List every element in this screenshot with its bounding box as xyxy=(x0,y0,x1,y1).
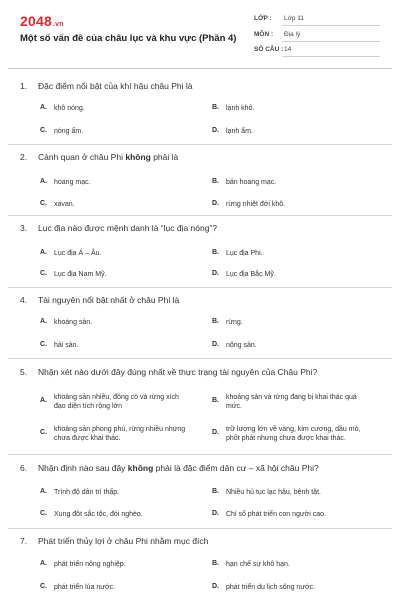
logo-suffix: .vn xyxy=(52,21,64,28)
option-letter: D. xyxy=(212,200,219,207)
option-letter: A. xyxy=(40,104,47,111)
option-text xyxy=(226,200,285,209)
option-text xyxy=(226,249,263,258)
meta-value: Địa lý xyxy=(284,31,301,38)
question-stem xyxy=(20,463,380,477)
question-divider xyxy=(8,454,392,455)
option-letter: B. xyxy=(212,178,219,185)
option-text-line: khoáng sản nhiều, đồng cỏ và rừng xích xyxy=(54,394,179,401)
option-text xyxy=(54,425,185,443)
question-stem xyxy=(20,367,380,381)
option-text-line: lạnh ẩm. xyxy=(226,128,253,135)
question-text xyxy=(38,536,208,546)
site-logo[interactable] xyxy=(20,13,64,29)
meta-underline xyxy=(282,25,380,26)
option-letter: B. xyxy=(212,560,219,567)
question-number: 6. xyxy=(20,463,28,473)
question-text-part: Cảnh quan ở châu Phi xyxy=(38,152,126,162)
question-divider xyxy=(8,215,392,216)
option-text-line: rừng. xyxy=(226,319,243,326)
option-text xyxy=(54,488,119,497)
question-divider xyxy=(8,144,392,145)
question-text-part: Lục địa nào được mệnh danh là “lục địa nóng”? xyxy=(38,223,218,233)
page-header xyxy=(0,0,400,68)
meta-value: 14 xyxy=(284,46,292,53)
option-text-line: hải sản. xyxy=(54,342,79,349)
option-letter: C. xyxy=(40,127,47,134)
document-title: Một số vấn đề của châu lục và khu vực (Phần 4) xyxy=(20,33,237,44)
option-text xyxy=(226,104,254,113)
option-letter: C. xyxy=(40,341,47,348)
option-letter: A. xyxy=(40,178,47,185)
question-number: 7. xyxy=(20,536,28,546)
option-letter: D. xyxy=(212,270,219,277)
option-text-line: trữ lượng lớn về vàng, kim cương, dầu mỏ, xyxy=(226,426,361,433)
question-text-part: phải là xyxy=(150,152,179,162)
option-text-line: bán hoang mạc. xyxy=(226,179,277,186)
question-number: 1. xyxy=(20,81,28,91)
question-text-emphasis: không xyxy=(127,463,154,473)
option-text-line: Chỉ số phát triển con người cao. xyxy=(226,511,326,518)
option-letter: C. xyxy=(40,583,47,590)
option-text-line: Trình độ dân trí thấp. xyxy=(54,489,120,496)
question-stem xyxy=(20,81,380,95)
option-text xyxy=(226,560,290,569)
question-text xyxy=(38,152,178,162)
question-text-part: Tài nguyên nổi bật nhất ở châu Phi là xyxy=(38,295,180,305)
meta-value: Lớp 11 xyxy=(284,15,305,22)
option-letter: A. xyxy=(40,318,47,325)
option-text xyxy=(226,510,326,519)
question-divider xyxy=(8,287,392,288)
question-stem xyxy=(20,536,380,550)
question-text xyxy=(38,295,179,305)
option-letter: B. xyxy=(212,397,219,404)
question-1 xyxy=(20,81,380,135)
option-letter: A. xyxy=(40,249,47,256)
option-text-line: phát triển nông nghiệp. xyxy=(54,561,126,568)
option-text-line: lạnh khô. xyxy=(226,105,255,112)
question-number: 3. xyxy=(20,223,28,233)
option-text-line: đạo diện tích rộng lớn xyxy=(54,403,123,410)
option-text xyxy=(54,127,83,136)
option-text-line: Lục địa Á – Âu. xyxy=(54,250,102,257)
option-letter: B. xyxy=(212,318,219,325)
option-text-line: Lục địa Phi. xyxy=(226,250,263,257)
question-stem xyxy=(20,295,380,309)
option-text-line: phốt phát nhưng chưa được khai thác. xyxy=(226,435,346,442)
question-4 xyxy=(20,295,380,349)
option-text xyxy=(54,200,75,209)
option-text xyxy=(54,510,143,519)
option-text xyxy=(226,488,321,497)
option-letter: D. xyxy=(212,127,219,134)
option-letter: A. xyxy=(40,397,47,404)
meta-label: MÔN : xyxy=(254,31,274,38)
question-divider xyxy=(8,528,392,529)
option-text xyxy=(54,318,92,327)
question-divider xyxy=(8,358,392,359)
question-number: 4. xyxy=(20,295,28,305)
option-letter: A. xyxy=(40,560,47,567)
option-text xyxy=(226,341,257,350)
option-text xyxy=(226,318,243,327)
option-text-line: khô nóng. xyxy=(54,105,85,112)
option-text-line: phát triển du lịch sông nước. xyxy=(226,584,316,591)
option-text-line: chưa được khai thác. xyxy=(54,435,121,442)
question-number: 5. xyxy=(20,367,28,377)
option-text-line: nông sản. xyxy=(226,342,257,349)
option-text xyxy=(226,270,276,279)
option-text-line: khoáng sản. xyxy=(54,319,93,326)
option-letter: B. xyxy=(212,104,219,111)
option-letter: A. xyxy=(40,488,47,495)
option-text-line: khoáng sản và rừng đang bị khai thác quá xyxy=(226,394,357,401)
option-text xyxy=(54,104,85,113)
question-text-part: Phát triển thủy lợi ở châu Phi nhằm mục đích xyxy=(38,536,209,546)
header-divider xyxy=(8,68,392,69)
option-text-line: rừng nhiệt đới khô. xyxy=(226,201,286,208)
question-text xyxy=(38,81,193,91)
option-text xyxy=(226,583,315,592)
question-2 xyxy=(20,152,380,208)
question-stem xyxy=(20,152,380,166)
option-text xyxy=(226,393,357,411)
option-letter: D. xyxy=(212,583,219,590)
option-text-line: xavan. xyxy=(54,201,75,208)
option-letter: C. xyxy=(40,270,47,277)
question-text-part: Nhận xét nào dưới đây đúng nhất về thực trạng tài nguyên của Châu Phi? xyxy=(38,367,318,377)
option-text xyxy=(226,178,276,187)
option-text xyxy=(54,178,91,187)
question-number: 2. xyxy=(20,152,28,162)
meta-underline xyxy=(282,41,380,42)
option-text xyxy=(54,583,115,592)
question-text xyxy=(38,367,317,377)
question-6 xyxy=(20,463,380,518)
question-text-part: Nhận định nào sau đây xyxy=(38,463,128,473)
option-letter: C. xyxy=(40,429,47,436)
option-letter: D. xyxy=(212,510,219,517)
option-text-line: Lục địa Bắc Mỹ. xyxy=(226,271,276,278)
option-text-line: mức. xyxy=(226,403,242,410)
option-letter: C. xyxy=(40,510,47,517)
option-text xyxy=(54,560,126,569)
option-text-line: Xung đột sắc tộc, đói nghèo. xyxy=(54,511,143,518)
option-text-line: phát triển lúa nước. xyxy=(54,584,116,591)
option-letter: D. xyxy=(212,429,219,436)
option-text xyxy=(226,425,360,443)
option-text xyxy=(54,249,101,258)
option-letter: C. xyxy=(40,200,47,207)
question-7 xyxy=(20,536,380,591)
meta-label: LỚP : xyxy=(254,15,272,22)
question-5 xyxy=(20,367,380,442)
question-text-part: Đặc điểm nổi bật của khí hậu châu Phi là xyxy=(38,81,193,91)
option-text-line: Lục địa Nam Mỹ. xyxy=(54,271,107,278)
question-3 xyxy=(20,223,380,278)
option-text xyxy=(54,270,107,279)
question-text-emphasis: không xyxy=(125,152,151,162)
option-text xyxy=(54,393,179,411)
option-letter: B. xyxy=(212,249,219,256)
option-text-line: hoang mạc. xyxy=(54,179,91,186)
meta-label: SỐ CÂU : xyxy=(254,46,284,53)
question-text xyxy=(38,463,319,473)
option-text-line: hạn chế sự khô hạn. xyxy=(226,561,290,568)
option-text xyxy=(226,127,253,136)
option-text-line: Nhiều hủ tục lạc hậu, bệnh tật. xyxy=(226,489,321,496)
question-text-part: phải là đặc điểm dân cư – xã hội châu Phi? xyxy=(153,463,319,473)
logo-main: 2048 xyxy=(20,13,52,29)
option-text xyxy=(54,341,79,350)
option-text-line: khoáng sản phong phú, rừng nhiều nhưng xyxy=(54,426,186,433)
meta-underline xyxy=(282,56,380,57)
question-text xyxy=(38,223,217,233)
option-text-line: nóng ẩm. xyxy=(54,128,84,135)
option-letter: D. xyxy=(212,341,219,348)
option-letter: B. xyxy=(212,488,219,495)
question-stem xyxy=(20,223,380,237)
